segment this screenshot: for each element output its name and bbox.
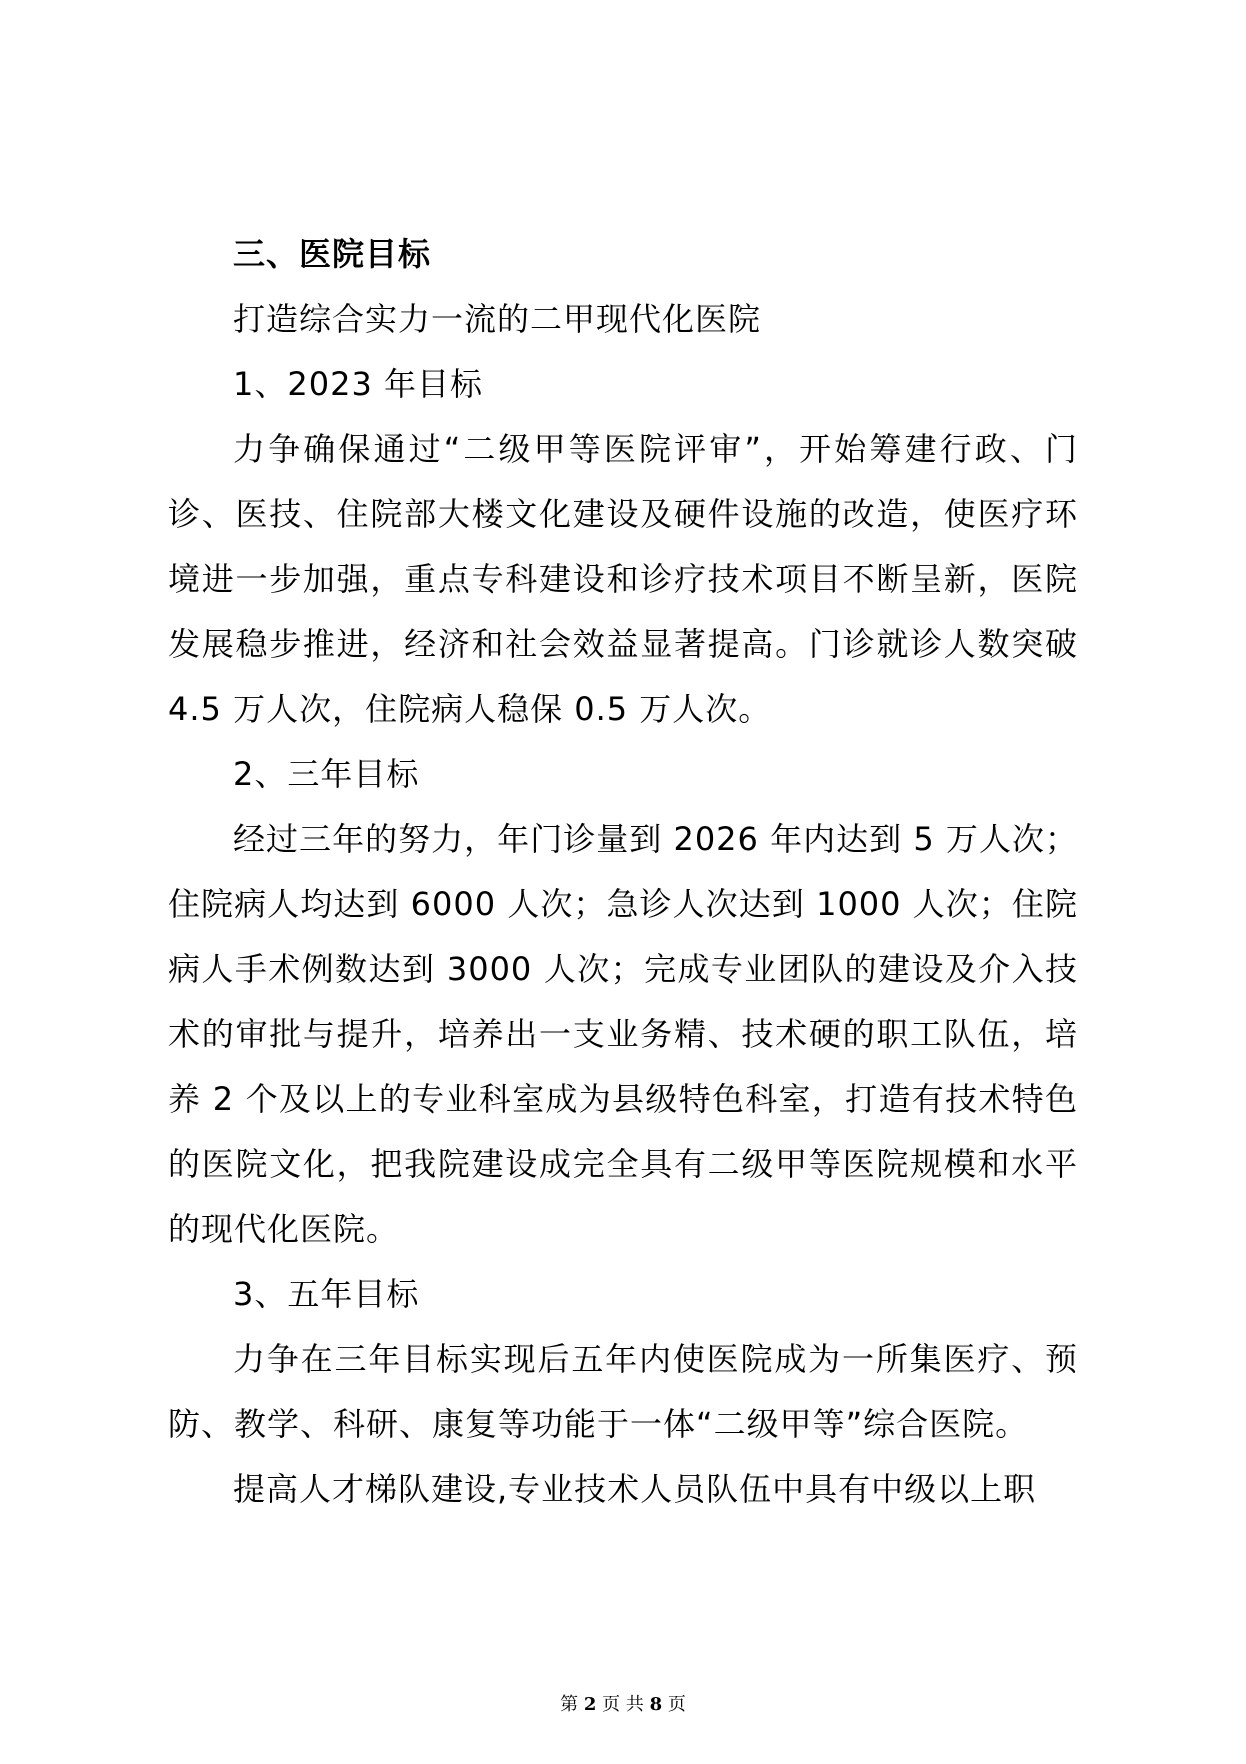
document-body — [168, 222, 1078, 1522]
footer-page-number: 2 — [583, 1694, 597, 1715]
footer-suffix: 页 — [667, 1694, 686, 1715]
tagline: 打造综合实力一流的二甲现代化医院 — [233, 300, 762, 338]
footer-total-pages: 8 — [649, 1694, 663, 1715]
goal-5year-paragraph: 力争在三年目标实现后五年内使医院成为一所集医疗、预防、教学、科研、康复等功能于一体“二级甲等”综合医院。 — [168, 1340, 1078, 1443]
section-heading: 三、医院目标 — [233, 235, 432, 273]
goal-5year-heading: 3、五年目标 — [233, 1275, 420, 1313]
footer-prefix: 第 — [560, 1694, 579, 1715]
footer-middle: 页 共 — [602, 1694, 644, 1715]
goal-2023-paragraph: 力争确保通过“二级甲等医院评审”，开始筹建行政、门诊、医技、住院部大楼文化建设及硬件设施的改造，使医疗环境进一步加强，重点专科建设和诊疗技术项目不断呈新，医院发展稳步推进，经济和社会效益显著提高。门诊就诊人数突破 4.5 万人次，住院病人稳保 0.5 万人次。 — [168, 430, 1078, 728]
goal-2023-heading: 1、2023 年目标 — [233, 365, 483, 403]
goal-3year-heading: 2、三年目标 — [233, 755, 420, 793]
page-footer — [0, 1690, 1246, 1716]
goal-3year-paragraph: 经过三年的努力，年门诊量到 2026 年内达到 5 万人次；住院病人均达到 6000 人次；急诊人次达到 1000 人次；住院病人手术例数达到 3000 人次；完成专业团队的建设及介入技术的审批与提升，培养出一支业务精、技术硬的职工队伍，培养 2 个及以上的专业科室成为县级特色科室，打造有技术特色的医院文化，把我院建设成完全具有二级甲等医院规模和水平的现代化医院。 — [168, 820, 1078, 1248]
goal-5year-paragraph-2: 提高人才梯队建设,专业技术人员队伍中具有中级以上职 — [233, 1470, 1037, 1508]
